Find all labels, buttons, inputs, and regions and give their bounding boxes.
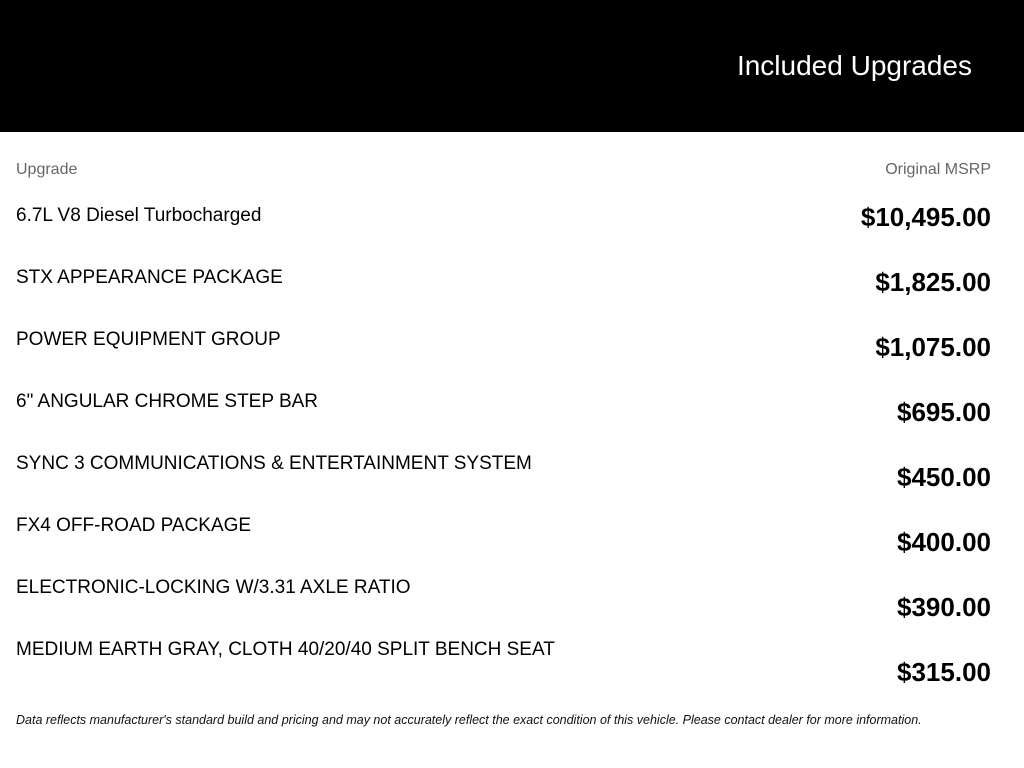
- upgrade-price: $1,075.00: [875, 332, 991, 362]
- page-title: Included Upgrades: [736, 50, 972, 81]
- table-row: [0, 328, 1024, 388]
- table-row: [0, 638, 1024, 698]
- column-header-msrp: Original MSRP: [885, 161, 991, 178]
- table-row: [0, 266, 1024, 326]
- table-row: [0, 576, 1024, 636]
- upgrade-price: $315.00: [897, 657, 991, 687]
- upgrade-name: POWER EQUIPMENT GROUP: [16, 329, 281, 350]
- upgrade-price: $1,825.00: [875, 267, 991, 297]
- table-row: [0, 452, 1024, 512]
- upgrade-name: MEDIUM EARTH GRAY, CLOTH 40/20/40 SPLIT BENCH SEAT: [16, 639, 555, 660]
- upgrade-name: STX APPEARANCE PACKAGE: [16, 267, 283, 288]
- upgrade-price: $695.00: [897, 397, 991, 427]
- upgrade-name: SYNC 3 COMMUNICATIONS & ENTERTAINMENT SYSTEM: [16, 453, 532, 474]
- table-row: [0, 390, 1024, 450]
- table-row: [0, 204, 1024, 264]
- upgrade-name: ELECTRONIC-LOCKING W/3.31 AXLE RATIO: [16, 577, 411, 598]
- upgrade-name: 6.7L V8 Diesel Turbocharged: [16, 205, 262, 226]
- column-header-upgrade: Upgrade: [16, 161, 78, 178]
- upgrade-name: FX4 OFF-ROAD PACKAGE: [16, 515, 252, 536]
- upgrade-name: 6" ANGULAR CHROME STEP BAR: [16, 391, 319, 412]
- upgrade-price: $400.00: [897, 527, 991, 557]
- upgrade-price: $390.00: [897, 592, 991, 622]
- table-row: [0, 514, 1024, 574]
- upgrade-price: $450.00: [897, 462, 991, 492]
- disclaimer-footnote: Data reflects manufacturer's standard build and pricing and may not accurately reflect the exact condition of this vehicle. Please contact dealer for more information.: [16, 713, 922, 727]
- upgrade-price: $10,495.00: [860, 202, 991, 232]
- header-banner: [0, 0, 1024, 132]
